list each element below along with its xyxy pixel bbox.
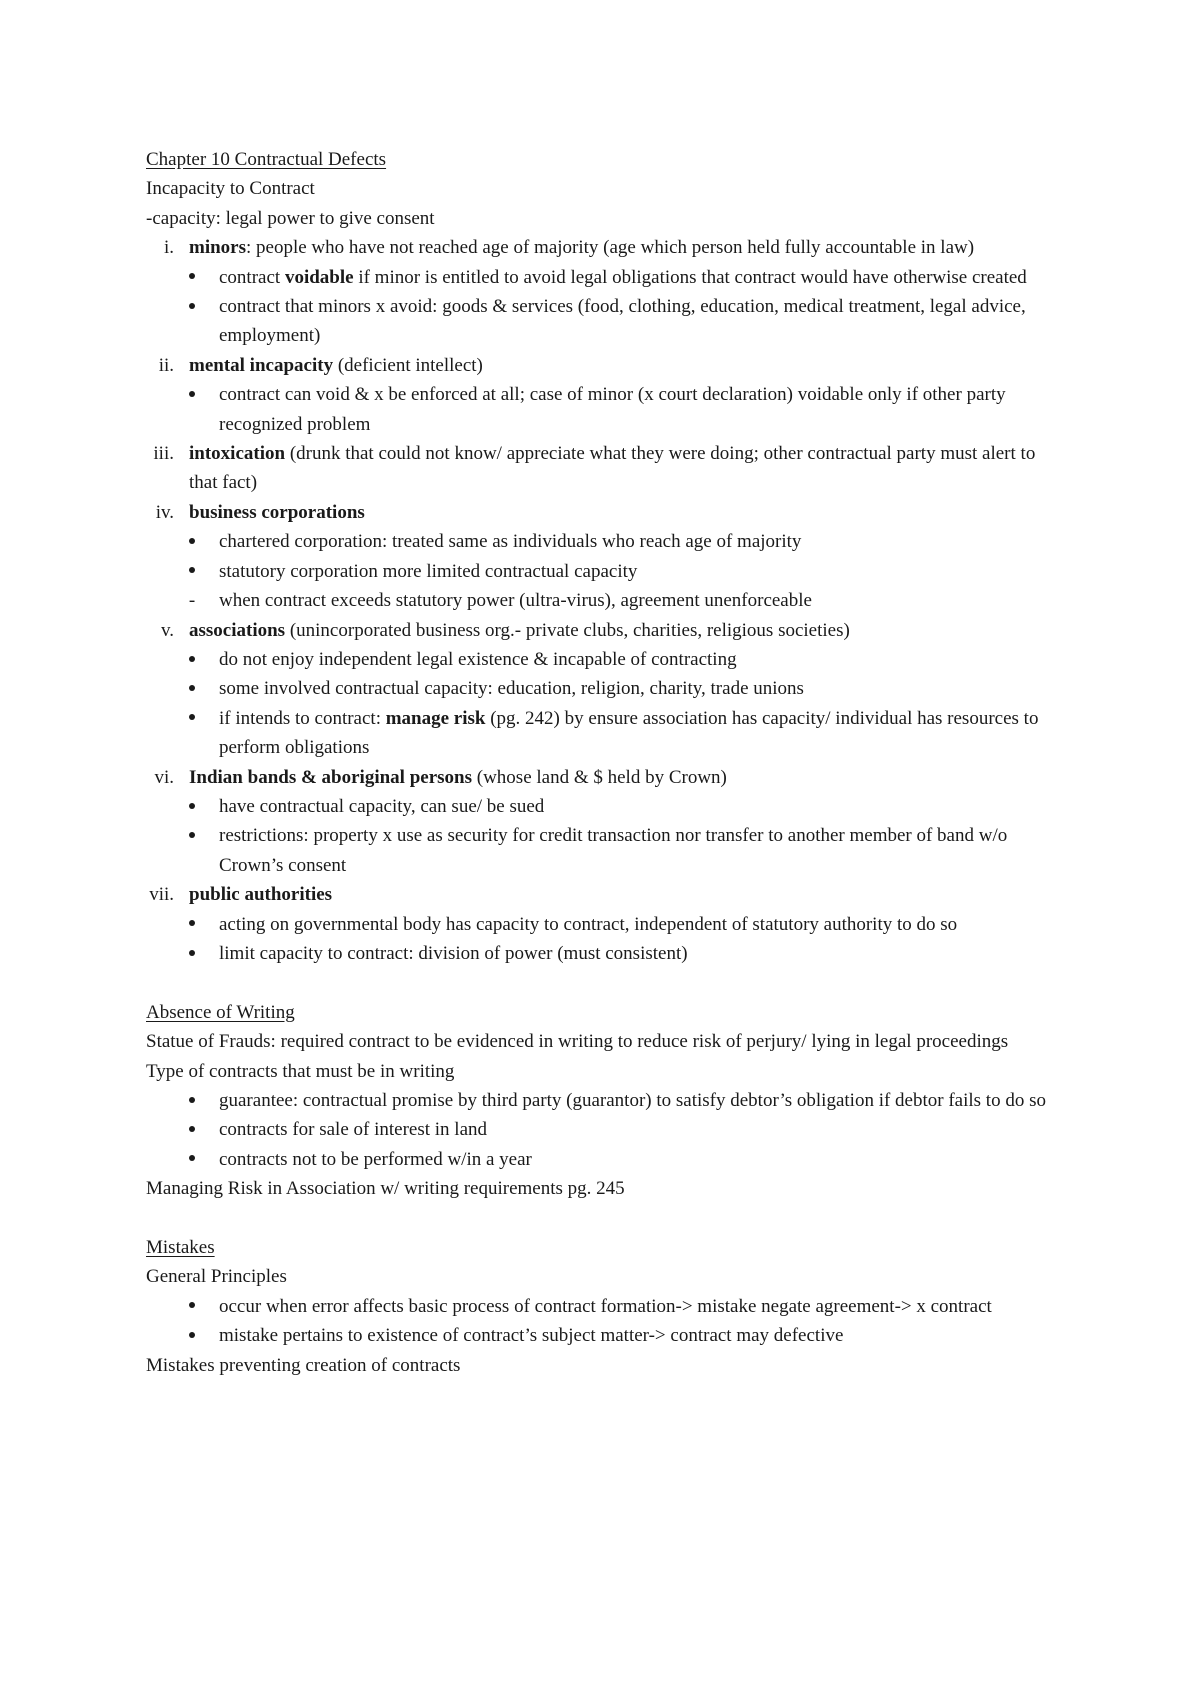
bullet-text-rest: (pg. 242) by ensure association has capacity/ individual has resources to perform obligations: [219, 707, 1039, 759]
bullet-dot-icon: [189, 1097, 195, 1103]
bullet-marker: [184, 674, 200, 703]
bullet-text: limit capacity to contract: division of power (must consistent): [219, 942, 688, 964]
bullet-dot-icon: [189, 685, 195, 691]
bullet-item: [146, 939, 1066, 968]
bullet-dot-icon: [189, 1302, 195, 1308]
item-number: ii.: [158, 354, 174, 376]
writing-types-intro: Type of contracts that must be in writing: [146, 1060, 455, 1082]
bullet-marker: [184, 557, 200, 586]
dash-marker: -: [188, 590, 196, 612]
bullet-marker: [184, 263, 200, 292]
section-heading-incapacity: Incapacity to Contract: [146, 178, 315, 200]
bullet-item: [146, 586, 1066, 615]
bullet-item: [146, 263, 1066, 292]
bullet-text: acting on governmental body has capacity to contract, independent of statutory authority to do so: [219, 913, 958, 935]
bullet-dot-icon: [189, 567, 195, 573]
bullet-dot-icon: [189, 656, 195, 662]
bullet-item: [146, 645, 1066, 674]
capacity-definition: -capacity: legal power to give consent: [146, 207, 435, 229]
bullet-item: [146, 1321, 1066, 1350]
bullet-marker: [184, 1292, 200, 1321]
bullet-text: do not enjoy independent legal existence & incapable of contracting: [219, 648, 737, 670]
item-term: intoxication: [189, 443, 286, 465]
general-principles-heading: General Principles: [146, 1266, 287, 1288]
bullet-text: occur when error affects basic process of contract formation-> mistake negate agreement-> x contract: [219, 1295, 992, 1317]
bullet-item: [146, 792, 1066, 821]
item-term: business corporations: [189, 501, 365, 523]
item-description: (drunk that could not know/ appreciate what they were doing; other contractual party must alert to that fact): [189, 443, 1036, 494]
bullet-item: [146, 704, 1066, 763]
bullet-dot-icon: [189, 303, 195, 309]
bullet-dot-icon: [189, 920, 195, 926]
item-term: mental incapacity: [189, 354, 334, 376]
blank-line: [146, 968, 1066, 997]
item-term: Indian bands & aboriginal persons: [189, 766, 472, 788]
bullet-text: guarantee: contractual promise by third party (guarantor) to satisfy debtor’s obligation if debtor fails to do so: [219, 1089, 1046, 1111]
bullet-item: [146, 292, 1066, 351]
bullet-bold-term: voidable: [284, 266, 354, 288]
bullet-item: [146, 527, 1066, 556]
bullet-text: if intends to contract:: [219, 707, 386, 729]
item-number: vi.: [154, 766, 174, 788]
bullet-marker: [184, 380, 200, 409]
item-number: v.: [160, 619, 174, 641]
numbered-item: [146, 616, 1066, 645]
bullet-item: [146, 910, 1066, 939]
bullet-text: some involved contractual capacity: education, religion, charity, trade unions: [219, 678, 804, 700]
bullet-marker: [184, 1321, 200, 1350]
numbered-item: [146, 880, 1066, 909]
bullet-text: when contract exceeds statutory power (ultra-virus), agreement unenforceable: [219, 590, 812, 612]
bullet-item: [146, 674, 1066, 703]
numbered-item: [146, 233, 1066, 262]
bullet-text: contract that minors x avoid: goods & services (food, clothing, education, medical treatment, legal advice, employment): [219, 296, 1026, 347]
bullet-text: statutory corporation more limited contractual capacity: [219, 560, 638, 582]
bullet-marker: [184, 1145, 200, 1174]
bullet-item: [146, 1086, 1066, 1115]
numbered-item: [146, 351, 1066, 380]
bullet-text: contract: [219, 266, 285, 288]
bullet-dot-icon: [189, 391, 195, 397]
item-number: iii.: [153, 443, 174, 465]
mistakes-list: [146, 1292, 1066, 1351]
bullet-marker: [184, 1115, 200, 1144]
bullet-dot-icon: [189, 1332, 195, 1338]
bullet-dot-icon: [189, 1155, 195, 1161]
bullet-text: mistake pertains to existence of contract’s subject matter-> contract may defective: [219, 1325, 844, 1347]
chapter-title: Chapter 10 Contractual Defects: [146, 149, 387, 170]
bullet-item: [146, 821, 1066, 880]
bullet-marker: [184, 821, 200, 850]
bullet-marker: [184, 292, 200, 321]
numbered-item: [146, 439, 1066, 498]
bullet-marker: [184, 704, 200, 733]
item-term: minors: [189, 237, 246, 259]
bullet-item: [146, 1115, 1066, 1144]
bullet-dot-icon: [189, 714, 195, 720]
item-number: i.: [163, 237, 174, 259]
bullet-dot-icon: [189, 273, 195, 279]
bullet-marker: [184, 792, 200, 821]
bullet-marker: [184, 910, 200, 939]
bullet-marker: [184, 1086, 200, 1115]
bullet-text: contracts not to be performed w/in a year: [219, 1148, 532, 1170]
bullet-dot-icon: [189, 832, 195, 838]
bullet-dot-icon: [189, 803, 195, 809]
bullet-text: chartered corporation: treated same as individuals who reach age of majority: [219, 531, 802, 553]
mistakes-preventing-text: Mistakes preventing creation of contracts: [146, 1354, 461, 1376]
incapacity-list: [146, 233, 1066, 968]
item-number: vii.: [149, 884, 174, 906]
item-description: (whose land & $ held by Crown): [472, 766, 727, 788]
bullet-bold-term: manage risk: [385, 707, 486, 729]
bullet-marker: [184, 645, 200, 674]
item-description: (deficient intellect): [333, 354, 483, 376]
bullet-text: contract can void & x be enforced at all; case of minor (x court declaration) voidable only if other party recognized problem: [219, 384, 1006, 435]
item-term: associations: [189, 619, 286, 641]
bullet-dot-icon: [189, 1126, 195, 1132]
bullet-text: restrictions: property x use as security for credit transaction nor transfer to another member of band w/o Crown’s consent: [219, 825, 1008, 876]
bullet-item: [146, 1292, 1066, 1321]
item-term: public authorities: [189, 884, 333, 906]
item-description: : people who have not reached age of majority (age which person held fully accountable in law): [246, 237, 975, 259]
numbered-item: [146, 498, 1066, 527]
bullet-item: [146, 557, 1066, 586]
numbered-item: [146, 763, 1066, 792]
bullet-text: have contractual capacity, can sue/ be sued: [219, 795, 545, 817]
item-number: iv.: [155, 501, 174, 523]
bullet-text: contracts for sale of interest in land: [219, 1119, 488, 1141]
bullet-dot-icon: [189, 950, 195, 956]
bullet-marker: [184, 527, 200, 556]
writing-list: [146, 1086, 1066, 1174]
section-heading-mistakes: Mistakes: [146, 1237, 215, 1258]
bullet-marker: [184, 939, 200, 968]
statute-of-frauds-text: Statue of Frauds: required contract to be evidenced in writing to reduce risk of perjury/ lying in legal proceedings: [146, 1031, 1009, 1053]
document-body: [146, 145, 1066, 1380]
bullet-dot-icon: [189, 538, 195, 544]
bullet-item: [146, 1145, 1066, 1174]
blank-line: [146, 1204, 1066, 1233]
bullet-item: [146, 380, 1066, 439]
section-heading-writing: Absence of Writing: [146, 1001, 295, 1023]
bullet-text-rest: if minor is entitled to avoid legal obligations that contract would have otherwise created: [353, 266, 1027, 288]
managing-risk-text: Managing Risk in Association w/ writing requirements pg. 245: [146, 1178, 625, 1200]
item-description: (unincorporated business org.- private clubs, charities, religious societies): [285, 619, 850, 641]
